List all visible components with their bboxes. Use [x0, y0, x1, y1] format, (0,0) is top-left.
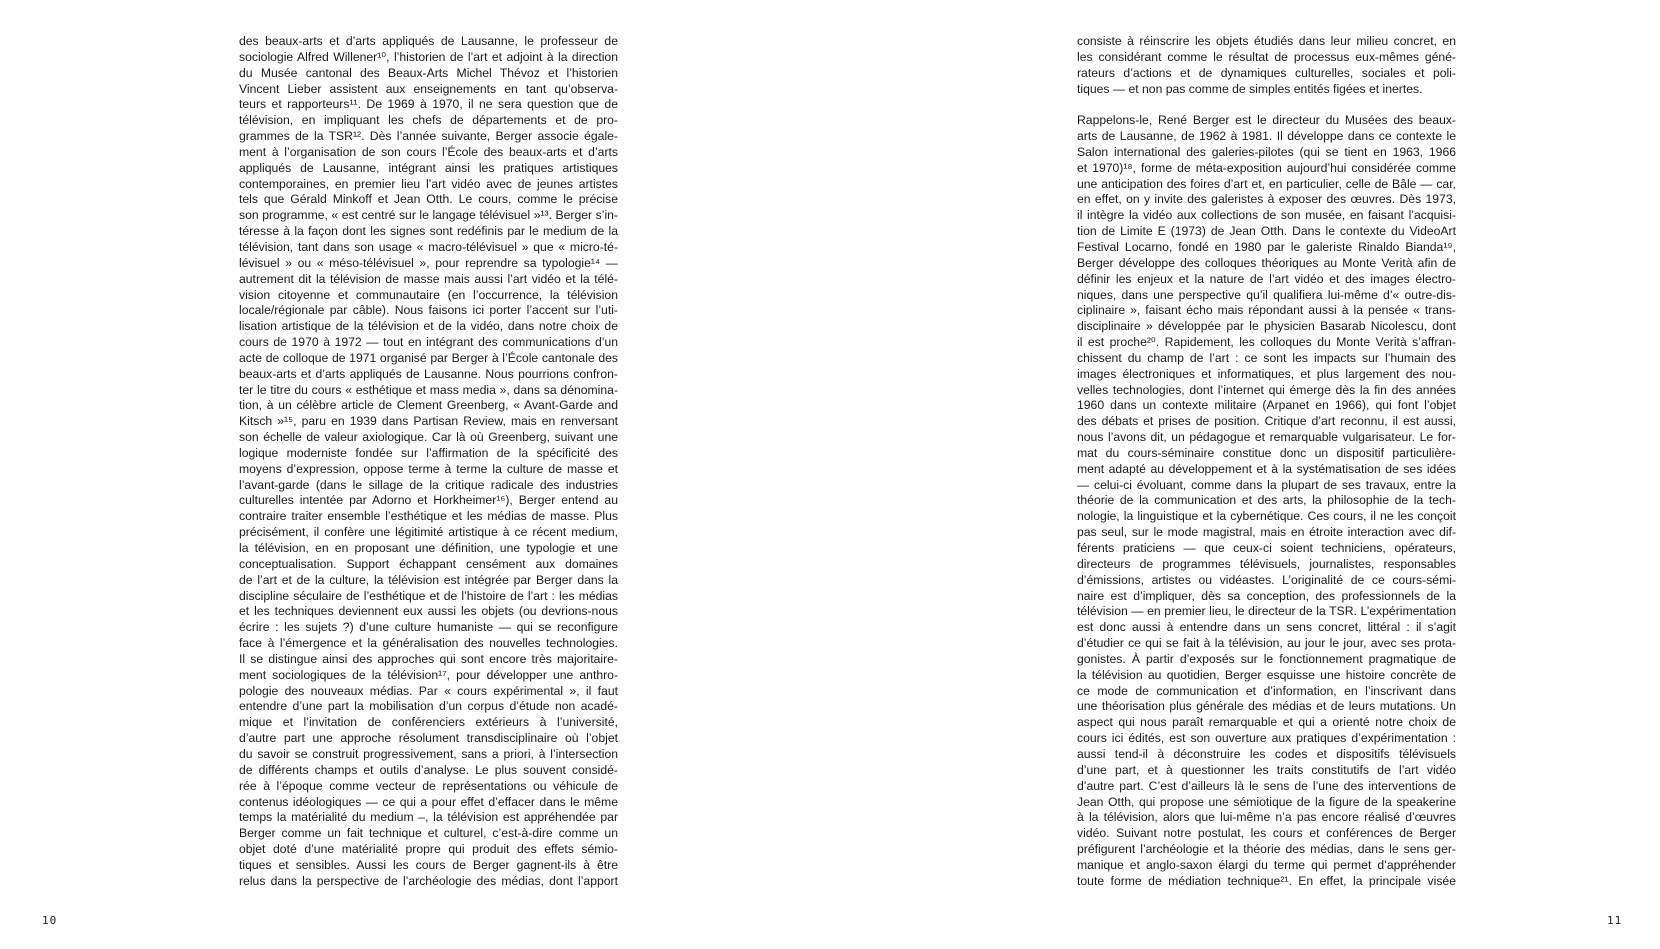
text-line: d’une part, et à questionner les traits constitutifs de l’art vidéo	[1077, 762, 1456, 777]
text-line: mat du cours-séminaire constitue donc un dispositif particulière-	[1077, 445, 1456, 460]
text-line: son échelle de valeur axiologique. Car là où Greenberg, suivant une	[239, 430, 618, 445]
right-paragraph-2	[1077, 113, 1456, 889]
text-line: manique et anglo-saxon élargi du terme qui permet d’appréhender	[1077, 857, 1456, 872]
text-line: il est proche²⁰. Rapidement, les colloques du Monte Verità s’affran-	[1077, 335, 1456, 350]
text-line: directeurs de programmes télévisuels, journalistes, responsables	[1077, 556, 1456, 571]
right-text-column	[1077, 34, 1456, 890]
text-line: des beaux-arts et d’arts appliqués de Lausanne, le professeur de	[239, 34, 618, 48]
text-line: teurs et rapporteurs¹¹. De 1969 à 1970, il ne sera question que de	[239, 97, 618, 112]
text-line: niques, dans une perspective qu’il qualifiera lui-même d’« outre-dis-	[1077, 287, 1456, 302]
text-line: d’émissions, artistes ou vidéastes. L’originalité de ce cours-sémi-	[1077, 572, 1456, 587]
text-line: télévision, tant dans son usage « macro-télévisuel » que « micro-té-	[239, 239, 618, 254]
text-line: appliqués de Lausanne, intégrant ainsi les pratiques artistiques	[239, 160, 618, 175]
text-line: velles technologies, dont l’internet qui émerge dès la fin des années	[1077, 382, 1456, 397]
text-line: à la télévision, alors que lui-même n’a pas encore réalisé d’œuvres	[1077, 810, 1456, 825]
text-line: l’avant-garde (dans le sillage de la critique radicale des industries	[239, 477, 618, 492]
text-line: face à l’émergence et la généralisation des nouvelles technologies.	[239, 636, 618, 651]
page-number-right: 11	[1607, 914, 1623, 927]
text-line: précisément, il confère une légitimité artistique à ce récent medium,	[239, 525, 618, 540]
text-line: moyens d’expression, oppose terme à terme la culture de masse et	[239, 461, 618, 476]
text-line: d’étudier ce qui se fait à la télévision, au jour le jour, avec ses prota-	[1077, 636, 1456, 651]
text-line: ce mode de communication et d’information, en l’inscrivant dans	[1077, 683, 1456, 698]
text-line: cours de 1970 à 1972 — tout en intégrant des communications d’un	[239, 335, 618, 350]
text-line: discipline séculaire de l’esthétique et de l’histoire de l’art : les médias	[239, 588, 618, 603]
text-line: chissent du champ de l’art : ce sont les impacts sur l’humain des	[1077, 350, 1456, 365]
text-line: est donc aussi à entendre dans un sens concret, littéral : il s’agit	[1077, 620, 1456, 635]
text-line: une théorisation plus générale des médias et de leurs mutations. Un	[1077, 699, 1456, 714]
text-line: Jean Otth, qui propose une sémiotique de la figure de la speakerine	[1077, 794, 1456, 809]
text-line: définir les enjeux et la nature de l’art vidéo et des images électro-	[1077, 271, 1456, 286]
text-line: sociologie Alfred Willener¹⁰, l’historien de l’art et adjoint à la direction	[239, 49, 618, 64]
text-line: tiques — et non pas comme de simples entités figées et inertes.	[1077, 81, 1423, 96]
text-line: son programme, « est centré sur le langage télévisuel »¹³. Berger s’in-	[239, 208, 618, 223]
text-line: vidéo. Suivant notre postulat, les cours et conférences de Berger	[1077, 826, 1456, 841]
text-line: Il se distingue ainsi des approches qui sont encore très majoritaire-	[239, 651, 618, 666]
text-line: temps la matérialité du medium –, la télévision est appréhendée par	[239, 810, 618, 825]
text-line: arts de Lausanne, de 1962 à 1981. Il développe dans ce contexte le	[1077, 129, 1456, 144]
text-line: du Musée cantonal des Beaux-Arts Michel Thévoz et l’historien	[239, 65, 618, 80]
text-line: — celui-ci évoluant, comme dans la plupart de ses travaux, entre la	[1077, 477, 1456, 492]
text-line: acte de colloque de 1971 organisé par Berger à l’École cantonale des	[239, 350, 618, 365]
text-line: rée à l’époque comme vecteur de représentations ou véhicule de	[239, 778, 618, 793]
text-line: Berger comme un fait technique et culturel, c’est-à-dire comme un	[239, 826, 618, 841]
text-line: théorie de la communication et des arts, la philosophie de la tech-	[1077, 493, 1456, 508]
text-line: contenus idéologiques — ce qui a pour effet d’effacer dans le même	[239, 794, 618, 809]
text-line: aussi tend-il à déconstruire les codes et dispositifs télévisuels	[1077, 746, 1456, 761]
text-line: préfigurent l’archéologie et la théorie des médias, dans le sens ger-	[1077, 842, 1456, 857]
text-line: des débats et prises de position. Critique d’art reconnu, il est aussi,	[1077, 414, 1456, 429]
text-line: locale/régionale par câble). Nous faisons ici porter l’accent sur l’uti-	[239, 303, 618, 318]
text-line: aspect qui nous paraît remarquable et qui a orienté notre choix de	[1077, 715, 1456, 730]
text-line: Berger développe des colloques théoriques au Monte Verità afin de	[1077, 255, 1456, 270]
text-line: relus dans la perspective de l’archéologie des médias, dont l’apport	[239, 873, 618, 888]
text-line: ment sociologiques de la télévision¹⁷, pour développer une anthro-	[239, 667, 618, 682]
text-line: logique moderniste fondée sur l’affirmation de la spécificité des	[239, 445, 618, 460]
text-line: autrement dit la télévision de masse mais aussi l’art vidéo et la télé-	[239, 271, 618, 286]
text-line: ciplinaire », faisant écho mais répondant aussi à la pensée « trans-	[1077, 303, 1456, 318]
text-line: ter le titre du cours « esthétique et mass media », dans sa dénomina-	[239, 382, 618, 397]
text-line: nous l’avons dit, un pédagogue et remarquable vulgarisateur. Le for-	[1077, 430, 1456, 445]
text-line: férents praticiens — que ceux-ci soient techniciens, opérateurs,	[1077, 541, 1456, 555]
text-line: la télévision au quotidien, Berger esquisse une histoire concrète de	[1077, 667, 1456, 682]
text-line: contraire traiter ensemble l’esthétique et les médias de masse. Plus	[239, 509, 618, 524]
text-line: objet doté d’une matérialité propre qui produit des effets sémio-	[239, 842, 618, 857]
text-line: images électroniques et informatiques, et plus largement des nou-	[1077, 366, 1456, 381]
text-line: tion de Limite E (1973) de Jean Otth. Dans le contexte du VideoArt	[1077, 224, 1456, 239]
text-line: tion, à un célèbre article de Clement Greenberg, « Avant-Garde and	[239, 398, 618, 413]
text-line: naire est d’impliquer, dès sa conception, des professionnels de la	[1077, 588, 1456, 603]
left-text-column	[239, 34, 618, 890]
text-line: Rappelons-le, René Berger est le directeur du Musées des beaux-	[1077, 113, 1456, 128]
text-line: entendre d’une part la mobilisation d’un corpus d’étude non acadé-	[239, 699, 618, 714]
left-paragraph	[239, 34, 618, 890]
right-paragraph-1	[1077, 34, 1456, 97]
text-line: du savoir se construit progressivement, sans a priori, à l’intersection	[239, 746, 618, 761]
text-line: toute forme de médiation technique²¹. En effet, la principale visée	[1077, 873, 1456, 888]
text-line: lévisuel » ou « méso-télévisuel », pour reprendre sa typologie¹⁴ —	[239, 255, 618, 270]
text-line: disciplinaire » développée par le physicien Basarab Nicolescu, dont	[1077, 319, 1456, 334]
text-line: consiste à réinscrire les objets étudiés dans leur milieu concret, en	[1077, 34, 1456, 48]
text-line: conceptualisation. Support échappant censément aux domaines	[239, 556, 618, 571]
text-line: beaux-arts et d’arts appliqués de Lausanne. Nous pourrions confron-	[239, 366, 618, 381]
text-line: d’autre part une approche résolument transdisciplinaire où l’objet	[239, 731, 618, 746]
text-line: gonistes. À partir d’exposés sur le fonctionnement pragmatique de	[1077, 651, 1456, 666]
text-line: 1960 dans un contexte militaire (Arpanet en 1966), qui font l’objet	[1077, 398, 1456, 413]
page-number-left: 10	[42, 914, 58, 927]
text-line: ment à l’organisation de son cours l’École des beaux-arts et d’arts	[239, 144, 618, 159]
text-line: d’autre part. C’est d’ailleurs là le sens de l’une des interventions de	[1077, 778, 1456, 793]
text-line: télévision — en premier lieu, le directeur de la TSR. L’expérimentation	[1077, 604, 1456, 619]
text-line: télévision, en impliquant les chefs de départements et de pro-	[239, 113, 618, 128]
text-line: grammes de la TSR¹². Dès l’année suivante, Berger associe égale-	[239, 129, 618, 144]
text-line: cours ici édités, est son ouverture aux pratiques d’expérimentation :	[1077, 731, 1456, 746]
text-line: pologie des nouveaux médias. Par « cours expérimental », il faut	[239, 683, 618, 698]
text-line: vision citoyenne et communautaire (en l’occurrence, la télévision	[239, 287, 618, 302]
text-line: et 1970)¹⁸, forme de méta-exposition aujourd’hui considérée comme	[1077, 160, 1456, 175]
text-line: écrire : les sujets ?) d’une culture humaniste — qui se reconfigure	[239, 620, 618, 635]
text-line: mique et l’invitation de conférenciers extérieurs à l’université,	[239, 715, 618, 730]
text-line: pas seul, sur le mode magistral, mais en étroite interaction avec dif-	[1077, 525, 1456, 540]
text-line: nologie, la linguistique et la cybernétique. Ces cours, il ne les conçoit	[1077, 509, 1456, 524]
text-line: ment adapté au développement et à la systématisation de ses idées	[1077, 461, 1456, 476]
text-line: Festival Locarno, fondé en 1980 par le galeriste Rinaldo Bianda¹⁹,	[1077, 239, 1456, 254]
text-line: Kitsch »¹⁵, paru en 1939 dans Partisan Review, mais en renversant	[239, 414, 618, 429]
text-line: il intègre la vidéo aux collections de son musée, en faisant l’acquisi-	[1077, 208, 1456, 223]
text-line: rateurs d’actions et de dynamiques culturelles, sociales et poli-	[1077, 65, 1456, 80]
text-line: en effet, on y invite des galeristes à exposer des œuvres. Dès 1973,	[1077, 192, 1456, 207]
text-line: de l’art et de la culture, la télévision est intégrée par Berger dans la	[239, 572, 618, 587]
text-line: une anticipation des foires d’art et, en particulier, celle de Bâle — car,	[1077, 176, 1456, 191]
text-line: contemporaines, en premier lieu l’art vidéo avec de jeunes artistes	[239, 176, 618, 191]
text-line: les considérant comme le résultat de processus eux-mêmes géné-	[1077, 49, 1456, 64]
text-line: lisation artistique de la télévision et de la vidéo, dans notre choix de	[239, 319, 618, 334]
text-line: téresse à la façon dont les signes sont redéfinis par le medium de la	[239, 224, 618, 239]
text-line: la télévision, en en proposant une définition, une typologie et une	[239, 541, 618, 555]
text-line: culturelles intentée par Adorno et Horkheimer¹⁶), Berger entend au	[239, 493, 618, 508]
text-line: Vincent Lieber assistent aux enseignements en tant qu’observa-	[239, 81, 618, 96]
text-line: de différents champs et outils d’analyse. Le plus souvent considé-	[239, 762, 618, 777]
text-line: Salon international des galeries-pilotes (qui se tient en 1963, 1966	[1077, 144, 1456, 159]
text-line: tels que Gérald Minkoff et Jean Otth. Le cours, comme le précise	[239, 192, 618, 207]
text-line: et les techniques deviennent eux aussi les objets (ou devrions-nous	[239, 604, 618, 619]
text-line: tiques et sensibles. Aussi les cours de Berger gagnent-ils à être	[239, 857, 618, 872]
